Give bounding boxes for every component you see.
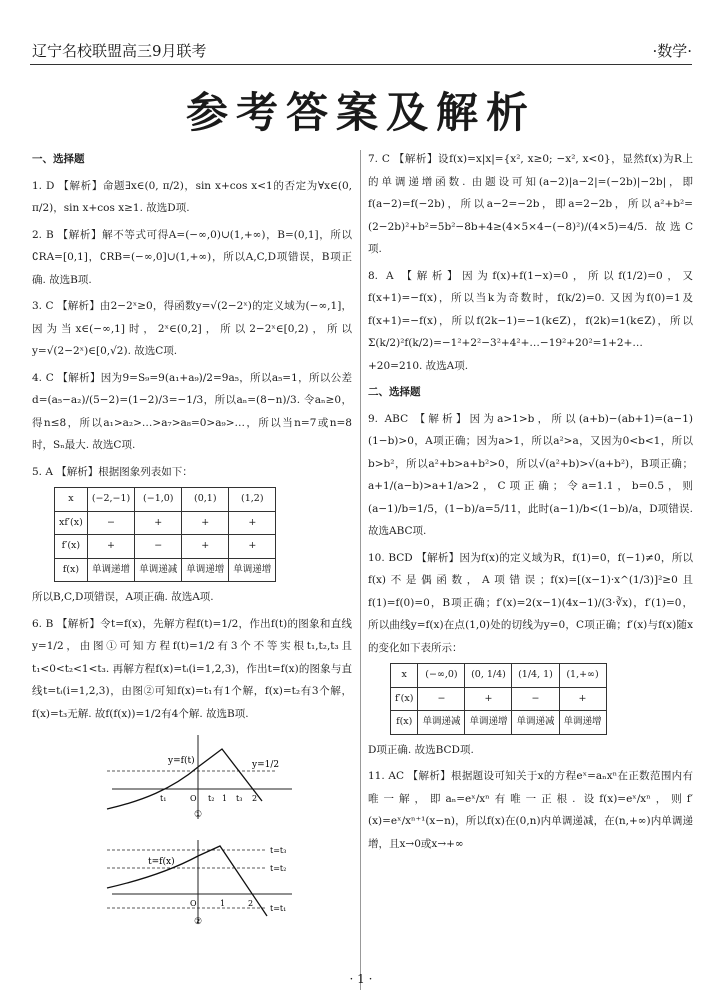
tick-label: O [190, 794, 197, 803]
answer-7: 7. C 【解析】设f(x)=x|x|={x², x≥0; −x², x<0}，显然f(x)为R上的单调递增函数. 由题设可知(a−2)|a−2|=(−2b)|−2b|，即f(a−2)=f(−2b)，所以a−2=−2b，即a=2−2b，所以a²+b²=(2−2b)²+b²=5b²−8b+4≥(4×5×4−(−8)²)/(4×5)=4/5. 故选C项. [368, 153, 693, 255]
column-divider [360, 150, 361, 990]
table-cell: f(x) [55, 558, 88, 582]
answer-10-conclusion: D项正确. 故选BCD项. [368, 743, 474, 756]
figure-caption: ② [194, 916, 203, 927]
answer-5-conclusion: 所以B,C,D项错误，A项正确. 故选A项. [32, 591, 214, 603]
header-rule [30, 64, 692, 65]
tick-label: t₁ [160, 794, 167, 803]
line-label: y=1/2 [252, 760, 280, 770]
right-column [368, 148, 693, 859]
page-title: 参考答案及解析 [185, 88, 536, 137]
answer-4: 4. C 【解析】因为9=S₉=9(a₁+a₉)/2=9a₅，所以a₅=1，所以公差d=(a₅−a₂)/(5−2)=(1−2)/3=−1/3，所以aₙ=(8−n)/3. 令aₙ≥0，得n≤8，所以a₁>a₂>…>a₇>a₈=0>a₉>…，所以当n=7或n=8时，Sₙ最大. 故选C项. [32, 371, 352, 451]
table-header-cell: x [55, 488, 88, 512]
answer-10: 10. BCD 【解析】因为f(x)的定义域为R，f(1)=0，f(−1)≠0，所以f(x)不是偶函数，A项错误；f(x)=[(x−1)·x^(1/3)]²≥0且f(1)=f(0)=0，B项正确；f′(x)=2(x−1)(4x−1)/(3·∛x)，f′(1)=0，所以曲线y=f(x)在点(1,0)处的切线为y=0，C项正确；f′(x)与f(x)随x的变化如下表所示： [368, 551, 693, 654]
table-cell: + [229, 535, 276, 559]
table-header-cell: (−∞,0) [418, 664, 465, 688]
answer-1: 1. D 【解析】命题∃x∈(0, π/2)，sin x+cos x<1的否定为∀x∈(0, π/2)，sin x+cos x≥1. 故选D项. [32, 179, 352, 214]
table-cell: + [135, 511, 182, 535]
tick-label: t₂ [208, 794, 215, 803]
header-left: 辽宁名校联盟高三9月联考 [32, 42, 207, 60]
table-q10 [390, 663, 607, 735]
tick-label: t₃ [236, 794, 243, 803]
table-cell: − [135, 535, 182, 559]
table-cell: 单调递增 [87, 558, 134, 582]
table-cell: 单调递减 [135, 558, 182, 582]
curve-label: y=f(t) [168, 756, 195, 766]
table-cell: xf′(x) [55, 511, 88, 535]
table-cell: + [182, 511, 229, 535]
table-row [55, 558, 276, 582]
figure-2 [102, 836, 302, 928]
table-cell: − [418, 687, 465, 711]
tick-label: 1 [220, 898, 226, 908]
table-cell: + [229, 511, 276, 535]
table-cell: + [559, 687, 606, 711]
answer-2: 2. B 【解析】解不等式可得A=(−∞,0)∪(1,+∞)，B=(0,1]，所以∁RA=[0,1]，∁RB=(−∞,0]∪(1,+∞)，所以A,C,D项错误，B项正确. 故选B项. [32, 228, 352, 286]
table-header-cell: x [391, 664, 418, 688]
line-label: t=t₂ [270, 863, 287, 873]
table-row [55, 511, 276, 535]
table-cell: + [465, 687, 512, 711]
table-cell: f′(x) [55, 535, 88, 559]
table-cell: 单调递增 [229, 558, 276, 582]
table-cell: − [87, 511, 134, 535]
table-row [391, 687, 607, 711]
table-cell: 单调递增 [559, 711, 606, 735]
table-header-cell: (−1,0) [135, 488, 182, 512]
table-header-cell: (0,1) [182, 488, 229, 512]
table-cell: 单调递减 [512, 711, 559, 735]
table-cell: f(x) [391, 711, 418, 735]
table-header-cell: (1,2) [229, 488, 276, 512]
answer-9: 9. ABC 【解析】因为a>1>b，所以(a+b)−(ab+1)=(a−1)(1−b)>0，A项正确；因为a>1，所以a²>a，又因为0<b<1，所以b>b²，所以a²+b>a+b²>0，所以√(a²+b)>√(a+b²)，B项正确；a+1/(a−b)>a+1/a>2，C项正确；令a=1.1，b=0.5，则(a−1)/b=1/5，(1−b)/a=5/11，此时(a−1)/b<(1−b)/a，D项错误. 故选ABC项. [368, 412, 693, 537]
curve-label: t=f(x) [148, 856, 175, 867]
tick-label: O [190, 898, 197, 908]
table-q5 [54, 487, 276, 582]
table-header-cell: (0, 1/4) [465, 664, 512, 688]
answer-8: 8. A 【解析】因为f(x)+f(1−x)=0，所以f(1/2)=0，又f(x+1)=−f(x)，所以当k为奇数时，f(k/2)=0. 又因为f(0)=1及f(x+1)=−f(x)，所以f(2k−1)=−1(k∈Z)，f(2k)=1(k∈Z)，所以Σ(k/2)²f(k/2)=−1²+2²−3²+4²+…−19²+20²=1+2+…+20=210. 故选A项. [368, 269, 693, 372]
tick-label: 2 [248, 898, 254, 908]
page-number: · 1 · [349, 972, 373, 986]
line-label: t=t₁ [270, 903, 287, 913]
answer-6: 6. B 【解析】令t=f(x)，先解方程f(t)=1/2，作出f(t)的图象和直线y=1/2，由图①可知方程f(t)=1/2有3个不等实根t₁,t₂,t₃且t₁<0<t₂<1<t₃. 再解方程f(x)=tᵢ(i=1,2,3)，作出t=f(x)的图象与直线t=tᵢ(i=1,2,3)，由图②可知f(x)=t₁有1个解，f(x)=t₂有3个解，f(x)=t₃无解. 故f(f(x))=1/2有4个解. 故选B项. [32, 617, 352, 720]
table-row [391, 711, 607, 735]
table-header-cell: (−2,−1) [87, 488, 134, 512]
tick-label: 2 [252, 794, 258, 803]
table-cell: + [182, 535, 229, 559]
answer-3: 3. C 【解析】由2−2ˣ≥0，得函数y=√(2−2ˣ)的定义域为(−∞,1]，因为当x∈(−∞,1]时，2ˣ∈(0,2]，所以2−2ˣ∈[0,2)，所以y=√(2−2ˣ)∈[0,√2). 故选C项. [32, 300, 352, 357]
table-cell: 单调递增 [182, 558, 229, 582]
tick-label: 1 [222, 794, 228, 803]
table-header-cell: (1/4, 1) [512, 664, 559, 688]
section-heading-1: 一、选择题 [32, 153, 85, 165]
table-cell: − [512, 687, 559, 711]
curve-t-f-x [107, 846, 267, 916]
section-heading-2: 二、选择题 [368, 386, 421, 398]
header-right: ·数学· [652, 42, 692, 60]
table-cell: 单调递增 [465, 711, 512, 735]
answer-11: 11. AC 【解析】根据题设可知关于x的方程eˣ=aₙxⁿ在正数范围内有唯一解，即aₙ=eˣ/xⁿ有唯一正根. 设f(x)=eˣ/xⁿ，则f′(x)=eˣ/xⁿ⁺¹(x−n)，所以f(x)在(0,n)内单调递减，在(n,+∞)内单调递增，且x→0或x→+∞ [368, 770, 693, 850]
line-label: t=t₃ [270, 845, 287, 855]
table-cell: f′(x) [391, 687, 418, 711]
figure-caption: ① [194, 810, 203, 820]
table-cell: 单调递减 [418, 711, 465, 735]
table-cell: + [87, 535, 134, 559]
figure-1 [102, 731, 302, 823]
table-header-cell: (1,+∞) [559, 664, 606, 688]
left-column [32, 148, 352, 938]
table-row [55, 535, 276, 559]
answer-5: 5. A 【解析】根据图象列表如下： [32, 465, 193, 478]
